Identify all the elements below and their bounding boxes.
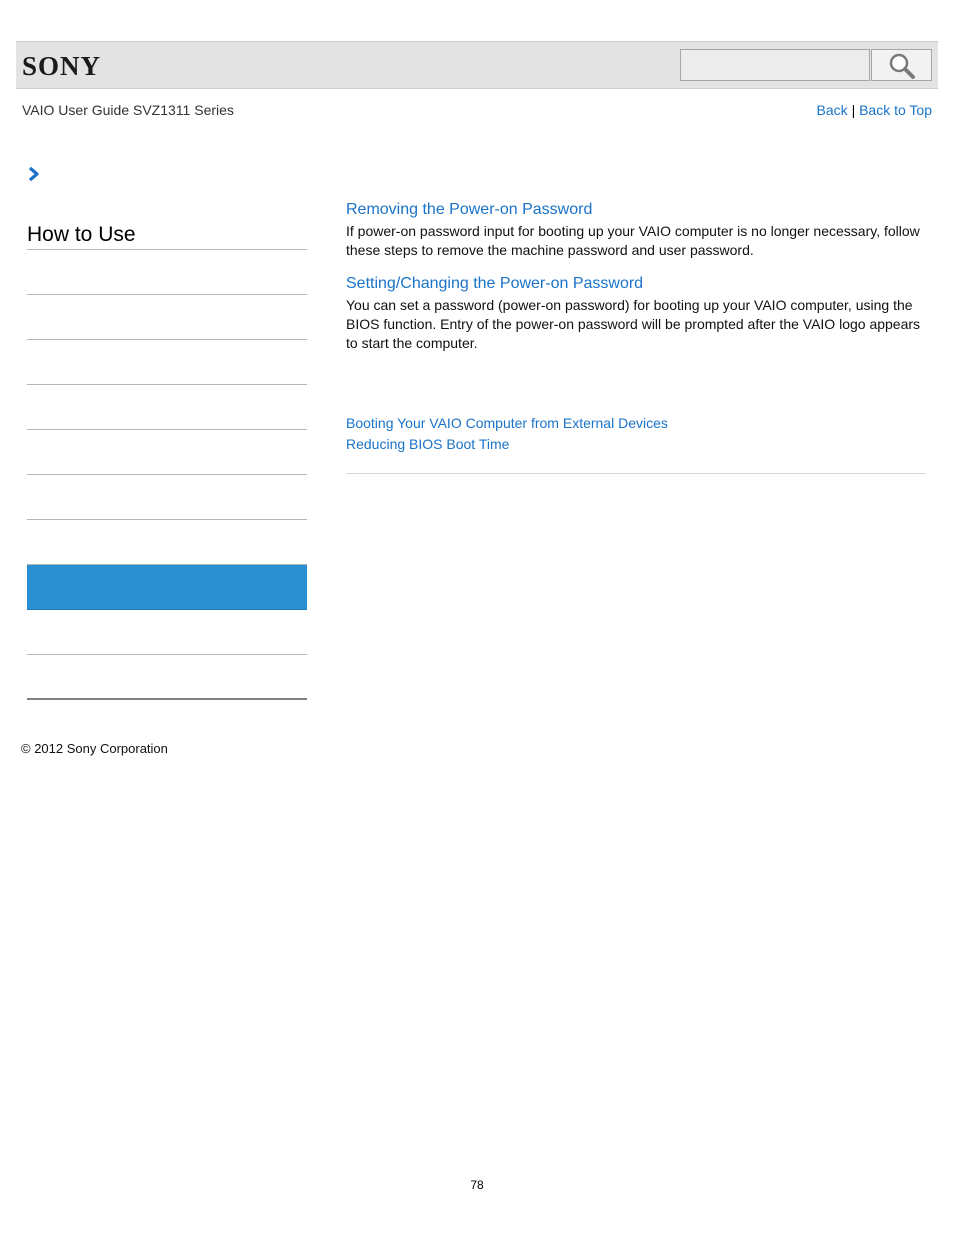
sidebar-item-active[interactable] [27,565,307,610]
copyright: © 2012 Sony Corporation [21,741,168,756]
removing-password-link[interactable]: Removing the Power-on Password [346,201,593,218]
search-input[interactable] [680,49,870,81]
setting-password-link[interactable]: Setting/Changing the Power-on Password [346,275,644,292]
related-topics [346,413,668,455]
back-link[interactable]: Back [816,102,848,118]
guide-title: VAIO User Guide SVZ1311 Series [22,102,234,118]
sidebar-item[interactable] [27,655,307,700]
content-divider [346,473,926,474]
page-number: 78 [470,1178,484,1192]
header-bar [16,41,938,89]
section-setting-password [346,274,926,353]
main-content [346,200,926,353]
magnifier-icon [888,52,916,80]
setting-password-description: You can set a password (power-on password) for booting up your VAIO computer, using the BIOS function. Entry of the power-on password will be prompted after the VAIO logo appears to start the computer. [346,297,921,351]
sidebar-item[interactable] [27,250,307,295]
sidebar-item[interactable] [27,610,307,655]
sidebar-item[interactable] [27,475,307,520]
related-link-booting-external[interactable]: Booting Your VAIO Computer from External Devices [346,415,668,431]
sidebar [27,220,307,700]
sony-logo[interactable]: SONY [22,51,102,81]
search-button[interactable] [871,49,932,81]
back-to-top-link[interactable]: Back to Top [859,102,932,118]
top-navigation [817,102,932,118]
sidebar-item[interactable] [27,520,307,565]
sidebar-item[interactable] [27,340,307,385]
sidebar-item[interactable] [27,295,307,340]
sidebar-item[interactable] [27,430,307,475]
removing-password-description: If power-on password input for booting up your VAIO computer is no longer necessary, follow these steps to remove the machine password and user password. [346,223,920,258]
chevron-right-icon [27,166,41,182]
section-removing-password [346,200,926,260]
related-link-bios-boot-time[interactable]: Reducing BIOS Boot Time [346,436,510,452]
nav-separator: | [851,102,856,118]
sidebar-item[interactable] [27,385,307,430]
breadcrumb[interactable] [27,166,41,187]
sidebar-title: How to Use [27,220,307,250]
